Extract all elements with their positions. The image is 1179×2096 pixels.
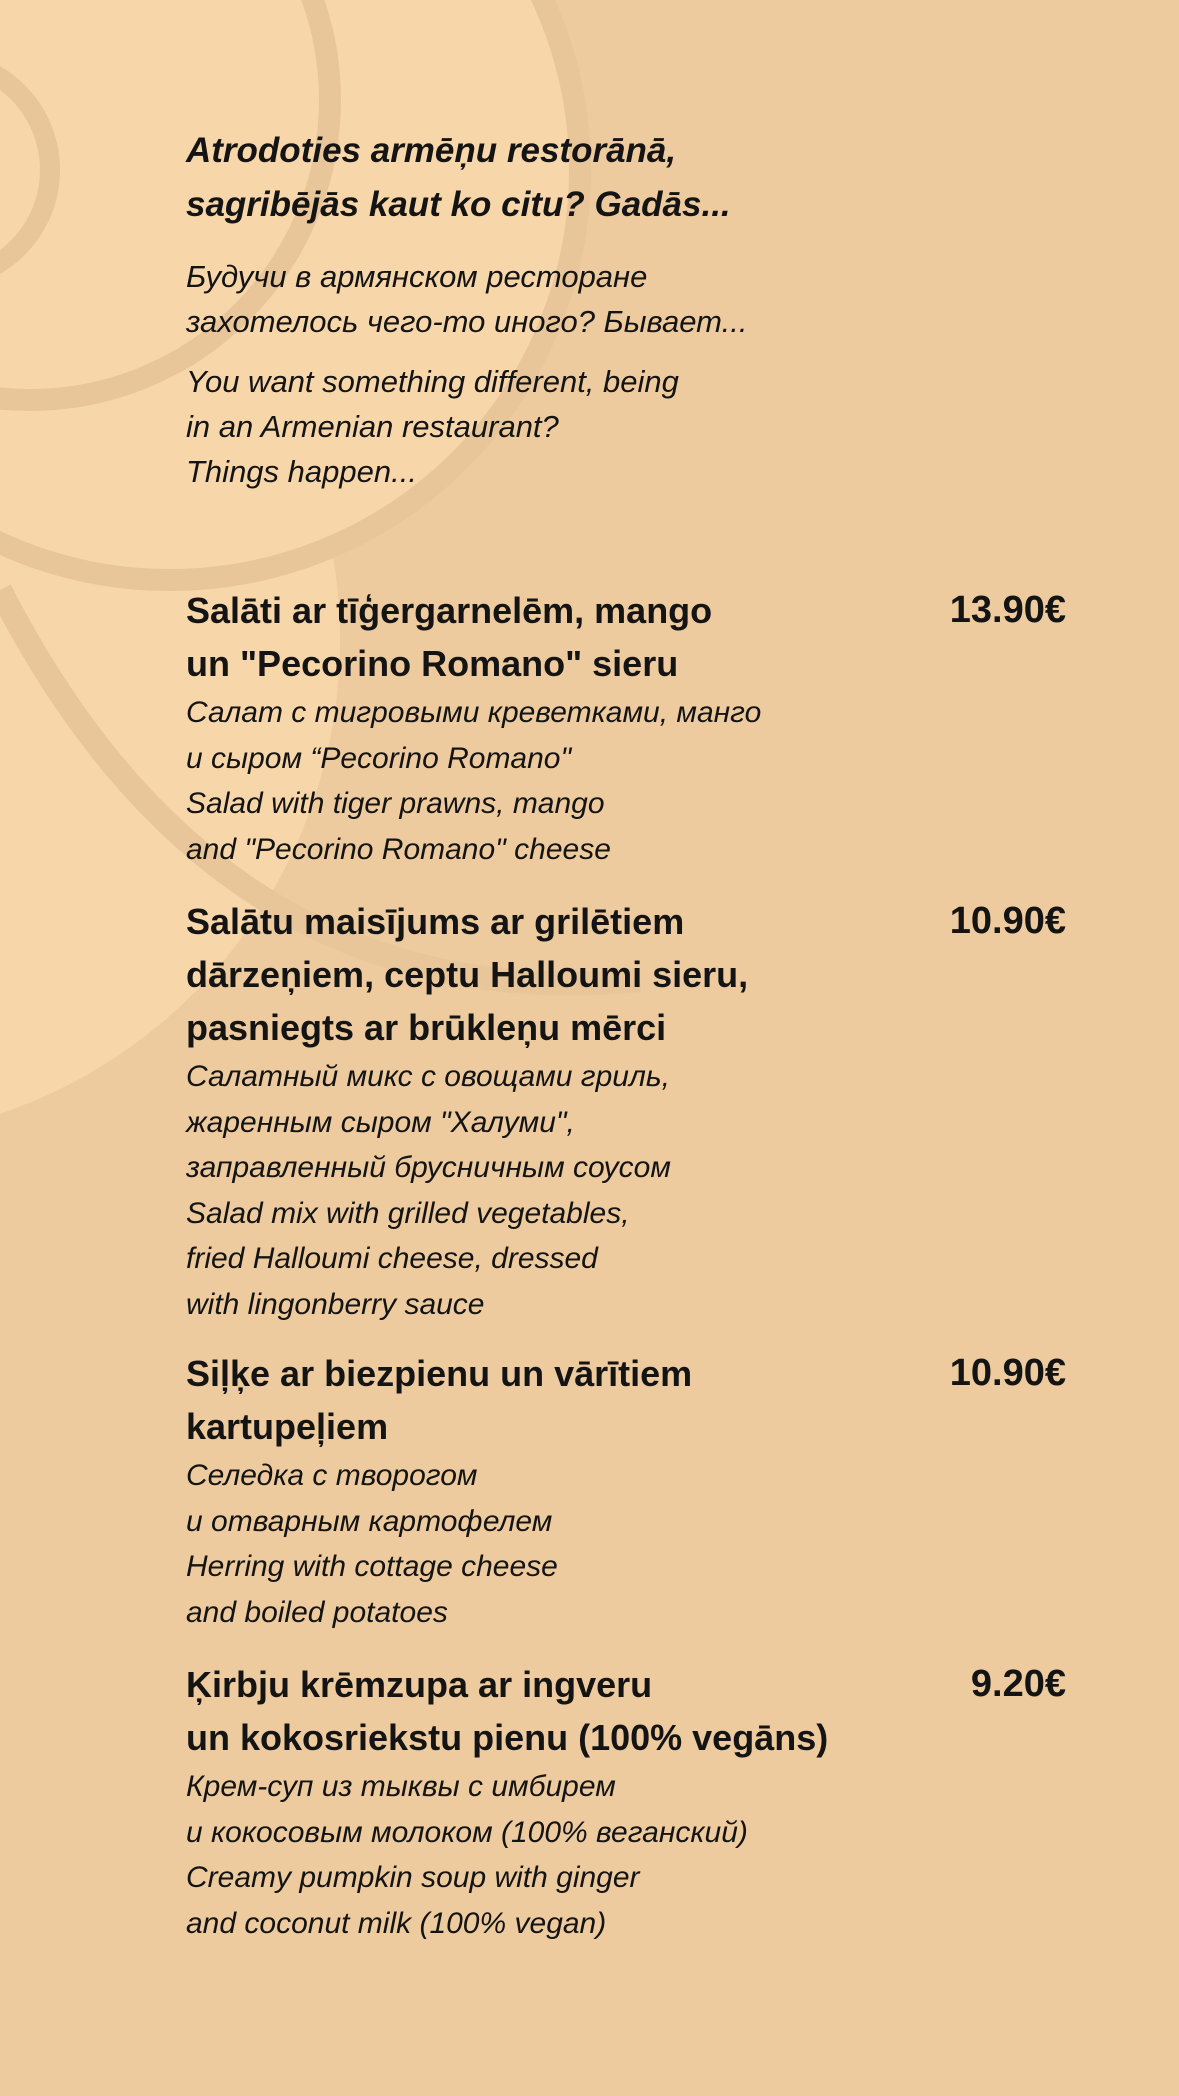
intro-line: in an Armenian restaurant? [186, 409, 559, 444]
menu-item-pumpkin-soup [186, 1658, 1066, 1946]
item-title [186, 895, 906, 1054]
item-title-line: un "Pecorino Romano" sieru [186, 643, 679, 684]
item-desc-line: with lingonberry sauce [186, 1287, 485, 1321]
item-title [186, 1658, 946, 1764]
item-desc-line: Салат с тигровыми креветками, манго [186, 696, 762, 729]
item-price: 10.90€ [949, 1352, 1066, 1394]
intro-block [186, 124, 926, 494]
intro-line: Atrodoties armēņu restorānā, [186, 131, 677, 170]
item-desc-line: и кокосовым молоком (100% веганский) [186, 1815, 748, 1849]
intro-line: захотелось чего-то иного? Бывает... [186, 304, 748, 339]
item-desc-line: Салатный микс с овощами гриль, [186, 1060, 670, 1093]
intro-line: Things happen... [186, 454, 417, 489]
item-desc-line: Крем-суп из тыквы с имбирем [186, 1770, 616, 1803]
menu-item-herring [186, 1347, 1066, 1635]
item-title-line: Ķirbju krēmzupa ar ingveru [186, 1664, 653, 1705]
item-title-line: kartupeļiem [186, 1406, 389, 1447]
item-desc-line: fried Halloumi cheese, dressed [186, 1242, 598, 1275]
item-desc-line: Herring with cottage cheese [186, 1550, 558, 1583]
item-price: 13.90€ [949, 589, 1066, 631]
intro-line: You want something different, being [186, 364, 679, 399]
menu-item-prawn-salad [186, 584, 1066, 872]
item-desc-line: и сыром “Pecorino Romano" [186, 741, 572, 775]
item-desc-line: Селедка с творогом [186, 1459, 478, 1492]
intro-line: Будучи в армянском ресторане [186, 259, 648, 294]
item-title-line: pasniegts ar brūkleņu mērci [186, 1007, 667, 1048]
item-title-line: Siļķe ar biezpienu un vārītiem [186, 1353, 693, 1394]
intro-line: sagribējās kaut ko citu? Gadās... [186, 185, 731, 224]
item-desc-line: Salad mix with grilled vegetables, [186, 1196, 630, 1230]
item-description [186, 1054, 906, 1327]
item-desc-line: and coconut milk (100% vegan) [186, 1906, 607, 1940]
item-description [186, 1764, 906, 1946]
item-desc-line: Creamy pumpkin soup with ginger [186, 1861, 640, 1894]
item-desc-line: заправленный брусничным соусом [186, 1151, 671, 1184]
menu-item-halloumi-salad [186, 895, 1066, 1327]
item-title [186, 584, 906, 690]
intro-english [186, 359, 926, 494]
item-desc-line: and "Pecorino Romano" cheese [186, 832, 611, 866]
item-description [186, 1453, 906, 1635]
item-title [186, 1347, 906, 1453]
item-title-line: Salātu maisījums ar grilētiem [186, 901, 685, 942]
item-description [186, 690, 906, 872]
item-title-line: dārzeņiem, ceptu Halloumi sieru, [186, 954, 749, 995]
item-title-line: un kokosriekstu pienu (100% vegāns) [186, 1717, 829, 1758]
intro-latvian [186, 124, 926, 232]
item-price: 9.20€ [970, 1663, 1066, 1705]
item-desc-line: жаренным сыром "Халуми", [186, 1105, 575, 1139]
item-price: 10.90€ [949, 900, 1066, 942]
item-title-line: Salāti ar tīģergarnelēm, mango [186, 590, 713, 631]
item-desc-line: и отварным картофелем [186, 1504, 553, 1538]
item-desc-line: and boiled potatoes [186, 1595, 448, 1629]
item-desc-line: Salad with tiger prawns, mango [186, 787, 605, 820]
intro-russian [186, 254, 926, 344]
